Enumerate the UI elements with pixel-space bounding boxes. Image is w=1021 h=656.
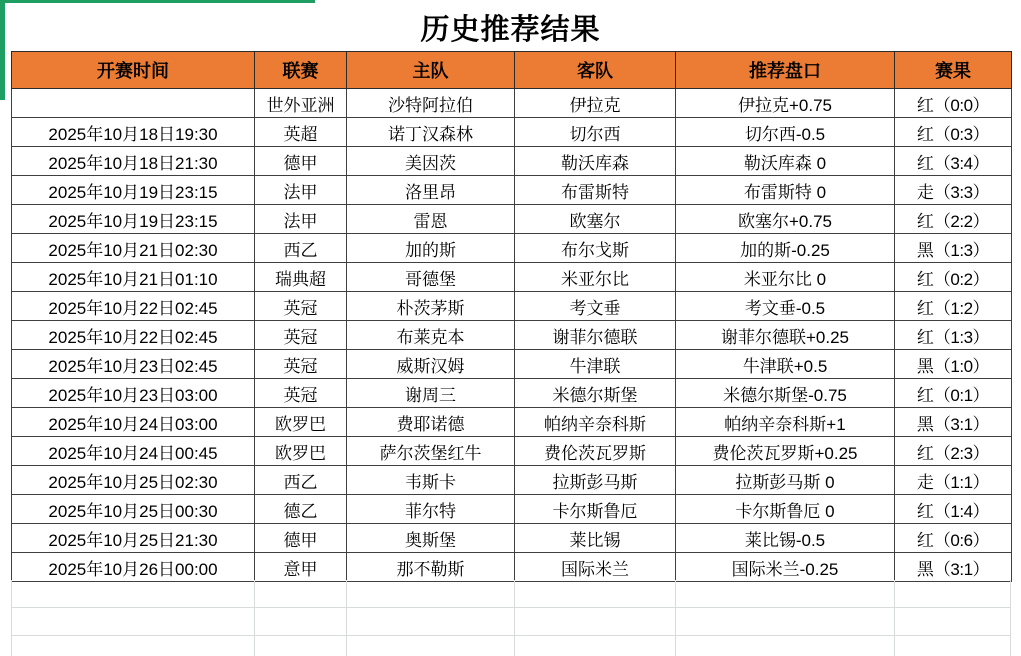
cell-time: 2025年10月25日02:30: [12, 466, 255, 495]
cell-result: [895, 205, 1012, 234]
cell-home: 加的斯: [347, 234, 515, 263]
cell-time: 2025年10月19日23:15: [12, 176, 255, 205]
result-label: 红: [916, 501, 934, 521]
result-label: 红: [916, 269, 934, 289]
cell-recommendation: 莱比锡-0.5: [676, 524, 895, 553]
cell-league: 德甲: [255, 147, 347, 176]
cell-recommendation: 谢菲尔德联+0.25: [676, 321, 895, 350]
cell-league: 德乙: [255, 495, 347, 524]
cell-recommendation: 伊拉克+0.75: [676, 89, 895, 118]
cell-time: 2025年10月19日23:15: [12, 205, 255, 234]
table-row: [12, 89, 1012, 118]
cell-league: 英冠: [255, 350, 347, 379]
column-header-home: 主队: [347, 52, 515, 89]
cell-away: 米亚尔比: [515, 263, 676, 292]
table-row: [12, 379, 1012, 408]
column-header-away: 客队: [515, 52, 676, 89]
cell-recommendation: 加的斯-0.25: [676, 234, 895, 263]
result-score: （3:4）: [933, 153, 990, 173]
result-score: （1:1）: [933, 472, 990, 492]
cell-recommendation: 勒沃库森 0: [676, 147, 895, 176]
column-header-result: 赛果: [895, 52, 1012, 89]
result-label: 黑: [916, 559, 934, 579]
cell-recommendation: 考文垂-0.5: [676, 292, 895, 321]
cell-league: 英冠: [255, 321, 347, 350]
column-header-time: 开赛时间: [12, 52, 255, 89]
cell-result: [895, 176, 1012, 205]
result-label: 红: [916, 327, 934, 347]
cell-home: 朴茨茅斯: [347, 292, 515, 321]
result-label: 红: [916, 95, 934, 115]
result-score: （0:2）: [933, 269, 990, 289]
cell-away: 牛津联: [515, 350, 676, 379]
result-label: 红: [916, 298, 934, 318]
table-row: [12, 118, 1012, 147]
cell-away: 谢菲尔德联: [515, 321, 676, 350]
cell-recommendation: 帕纳辛奈科斯+1: [676, 408, 895, 437]
result-score: （1:3）: [933, 240, 990, 260]
cell-time: 2025年10月25日00:30: [12, 495, 255, 524]
table-row: [12, 495, 1012, 524]
cell-away: 切尔西: [515, 118, 676, 147]
result-label: 黑: [916, 356, 934, 376]
cell-result: [895, 292, 1012, 321]
cell-time: 2025年10月18日21:30: [12, 147, 255, 176]
table-row: [12, 408, 1012, 437]
cell-home: 美因茨: [347, 147, 515, 176]
table-row: [12, 350, 1012, 379]
result-label: 走: [916, 472, 934, 492]
cell-home: 雷恩: [347, 205, 515, 234]
cell-away: 卡尔斯鲁厄: [515, 495, 676, 524]
cell-time: 2025年10月18日19:30: [12, 118, 255, 147]
cell-away: 费伦茨瓦罗斯: [515, 437, 676, 466]
cell-away: 欧塞尔: [515, 205, 676, 234]
cell-league: 世外亚洲: [255, 89, 347, 118]
cell-time: 2025年10月26日00:00: [12, 553, 255, 582]
cell-home: 布莱克本: [347, 321, 515, 350]
result-score: （1:0）: [933, 356, 990, 376]
cell-time: 2025年10月24日03:00: [12, 408, 255, 437]
table-row: [12, 176, 1012, 205]
cell-time: 2025年10月25日21:30: [12, 524, 255, 553]
cell-away: 勒沃库森: [515, 147, 676, 176]
cell-away: 莱比锡: [515, 524, 676, 553]
cell-home: 萨尔茨堡红牛: [347, 437, 515, 466]
cell-time: 2025年10月22日02:45: [12, 292, 255, 321]
cell-time: 2025年10月22日02:45: [12, 321, 255, 350]
cell-away: 国际米兰: [515, 553, 676, 582]
result-label: 红: [916, 153, 934, 173]
cell-home: 韦斯卡: [347, 466, 515, 495]
cell-result: [895, 553, 1012, 582]
cell-recommendation: 国际米兰-0.25: [676, 553, 895, 582]
cell-away: 拉斯彭马斯: [515, 466, 676, 495]
cell-recommendation: 米亚尔比 0: [676, 263, 895, 292]
cell-time: 2025年10月23日03:00: [12, 379, 255, 408]
cell-league: 法甲: [255, 176, 347, 205]
cell-home: 诺丁汉森林: [347, 118, 515, 147]
table-row: [12, 147, 1012, 176]
result-score: （0:0）: [933, 95, 990, 115]
cell-result: [895, 408, 1012, 437]
result-label: 红: [916, 211, 934, 231]
cell-recommendation: 拉斯彭马斯 0: [676, 466, 895, 495]
cell-home: 沙特阿拉伯: [347, 89, 515, 118]
cell-home: 洛里昂: [347, 176, 515, 205]
result-score: （0:3）: [933, 124, 990, 144]
page-title: 历史推荐结果: [420, 14, 601, 46]
table-row: [12, 205, 1012, 234]
cell-result: [895, 524, 1012, 553]
cell-league: 法甲: [255, 205, 347, 234]
table-row: [12, 437, 1012, 466]
cell-time: [12, 89, 255, 118]
cell-away: 帕纳辛奈科斯: [515, 408, 676, 437]
cell-league: 西乙: [255, 234, 347, 263]
result-score: （2:3）: [933, 443, 990, 463]
cell-away: 布雷斯特: [515, 176, 676, 205]
result-score: （0:6）: [933, 530, 990, 550]
result-label: 走: [916, 182, 934, 202]
cell-away: 米德尔斯堡: [515, 379, 676, 408]
cell-league: 意甲: [255, 553, 347, 582]
cell-result: [895, 466, 1012, 495]
table-row: [12, 321, 1012, 350]
cell-recommendation: 切尔西-0.5: [676, 118, 895, 147]
cell-time: 2025年10月21日01:10: [12, 263, 255, 292]
cell-league: 瑞典超: [255, 263, 347, 292]
cell-recommendation: 米德尔斯堡-0.75: [676, 379, 895, 408]
cell-result: [895, 350, 1012, 379]
cell-home: 哥德堡: [347, 263, 515, 292]
cell-league: 英冠: [255, 379, 347, 408]
cell-home: 谢周三: [347, 379, 515, 408]
cell-recommendation: 布雷斯特 0: [676, 176, 895, 205]
result-label: 黑: [916, 414, 934, 434]
cell-league: 英超: [255, 118, 347, 147]
result-score: （2:2）: [933, 211, 990, 231]
cell-recommendation: 欧塞尔+0.75: [676, 205, 895, 234]
cell-home: 威斯汉姆: [347, 350, 515, 379]
cell-recommendation: 费伦茨瓦罗斯+0.25: [676, 437, 895, 466]
cell-away: 布尔戈斯: [515, 234, 676, 263]
cell-home: 那不勒斯: [347, 553, 515, 582]
empty-grid-area: [11, 580, 1011, 656]
cell-league: 德甲: [255, 524, 347, 553]
result-score: （1:3）: [933, 327, 990, 347]
result-score: （1:2）: [933, 298, 990, 318]
cell-league: 西乙: [255, 466, 347, 495]
table-header-row: [12, 52, 1012, 89]
table-row: [12, 524, 1012, 553]
result-label: 红: [916, 124, 934, 144]
cell-result: [895, 118, 1012, 147]
cell-result: [895, 437, 1012, 466]
table-row: [12, 263, 1012, 292]
table-body: [12, 89, 1012, 582]
cell-result: [895, 379, 1012, 408]
top-accent-bar-gap: [315, 0, 1021, 3]
result-label: 红: [916, 530, 934, 550]
table-row: [12, 466, 1012, 495]
cell-home: 奥斯堡: [347, 524, 515, 553]
cell-recommendation: 牛津联+0.5: [676, 350, 895, 379]
cell-recommendation: 卡尔斯鲁厄 0: [676, 495, 895, 524]
result-score: （1:4）: [933, 501, 990, 521]
table-row: [12, 234, 1012, 263]
result-score: （3:1）: [933, 559, 990, 579]
cell-league: 欧罗巴: [255, 437, 347, 466]
result-score: （3:3）: [933, 182, 990, 202]
result-score: （3:1）: [933, 414, 990, 434]
cell-result: [895, 263, 1012, 292]
cell-home: 费耶诺德: [347, 408, 515, 437]
column-header-league: 联赛: [255, 52, 347, 89]
cell-result: [895, 321, 1012, 350]
cell-away: 伊拉克: [515, 89, 676, 118]
result-label: 红: [916, 443, 934, 463]
table-row: [12, 553, 1012, 582]
result-score: （0:1）: [933, 385, 990, 405]
cell-away: 考文垂: [515, 292, 676, 321]
cell-league: 英冠: [255, 292, 347, 321]
result-label: 黑: [916, 240, 934, 260]
cell-time: 2025年10月23日02:45: [12, 350, 255, 379]
cell-result: [895, 89, 1012, 118]
cell-result: [895, 495, 1012, 524]
cell-time: 2025年10月24日00:45: [12, 437, 255, 466]
table-row: [12, 292, 1012, 321]
cell-result: [895, 234, 1012, 263]
cell-league: 欧罗巴: [255, 408, 347, 437]
history-results-table: [11, 51, 1012, 582]
column-header-recommendation: 推荐盘口: [676, 52, 895, 89]
result-label: 红: [916, 385, 934, 405]
cell-result: [895, 147, 1012, 176]
cell-time: 2025年10月21日02:30: [12, 234, 255, 263]
cell-home: 菲尔特: [347, 495, 515, 524]
